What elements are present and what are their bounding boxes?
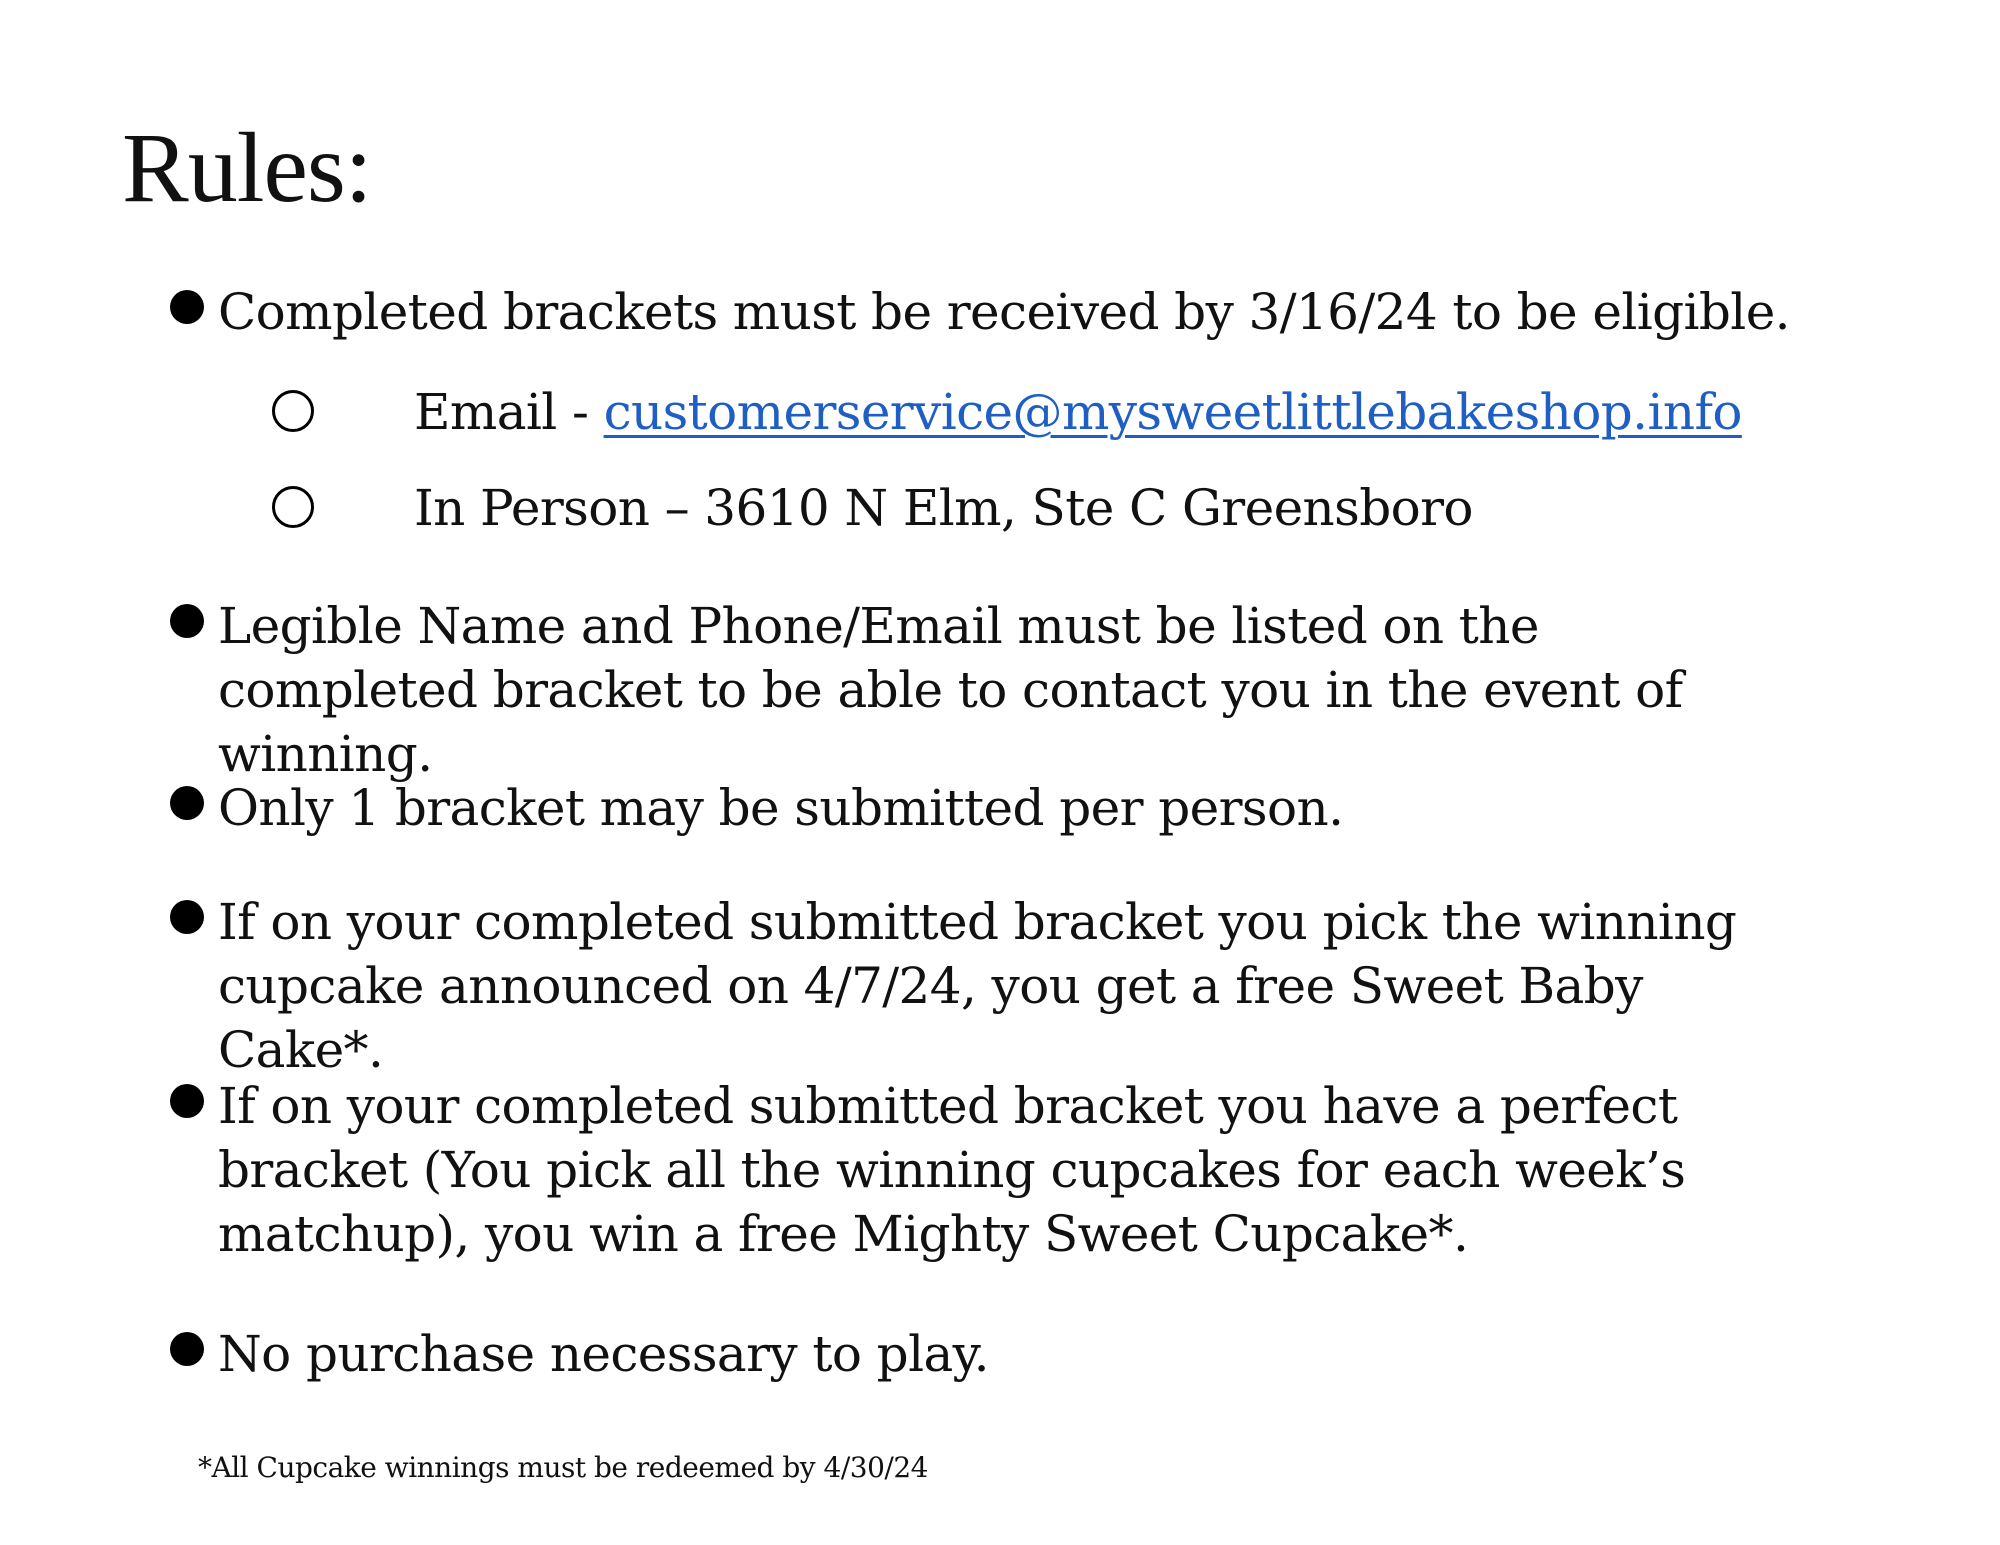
- footnote: *All Cupcake winnings must be redeemed by 4/30/24: [198, 1451, 928, 1484]
- rule-text: If on your completed submitted bracket you pick the winning cupcake announced on 4/7/24, you get a free Sweet Baby Cake*.: [218, 893, 1737, 1079]
- hollow-circle-icon: [272, 390, 314, 432]
- sub-item-email-text: [414, 380, 1742, 444]
- bullet-icon: [170, 900, 204, 934]
- bullet-icon: [170, 1084, 204, 1118]
- bullet-icon: [170, 604, 204, 638]
- rule-text: No purchase necessary to play.: [218, 1325, 989, 1383]
- rule-text: Only 1 bracket may be submitted per person.: [218, 779, 1344, 837]
- page-title: Rules:: [122, 112, 372, 223]
- rule-text: If on your completed submitted bracket you have a perfect bracket (You pick all the winning cupcakes for each week’s matchup), you win a free Mighty Sweet Cupcake*.: [218, 1077, 1686, 1263]
- sub-item-in-person-text: In Person – 3610 N Elm, Ste C Greensboro: [414, 479, 1473, 537]
- bullet-icon: [170, 1332, 204, 1366]
- sub-item-in-person: [272, 476, 1872, 540]
- bullet-icon: [170, 786, 204, 820]
- hollow-circle-icon: [272, 486, 314, 528]
- rule-text: Legible Name and Phone/Email must be listed on the completed bracket to be able to contact you in the event of winning.: [218, 597, 1683, 783]
- bullet-icon: [170, 290, 204, 324]
- email-label: Email -: [414, 383, 604, 441]
- sub-item-email: [272, 380, 1872, 444]
- rule-text: Completed brackets must be received by 3/16/24 to be eligible.: [218, 283, 1790, 341]
- email-link[interactable]: customerservice@mysweetlittlebakeshop.info: [603, 383, 1742, 441]
